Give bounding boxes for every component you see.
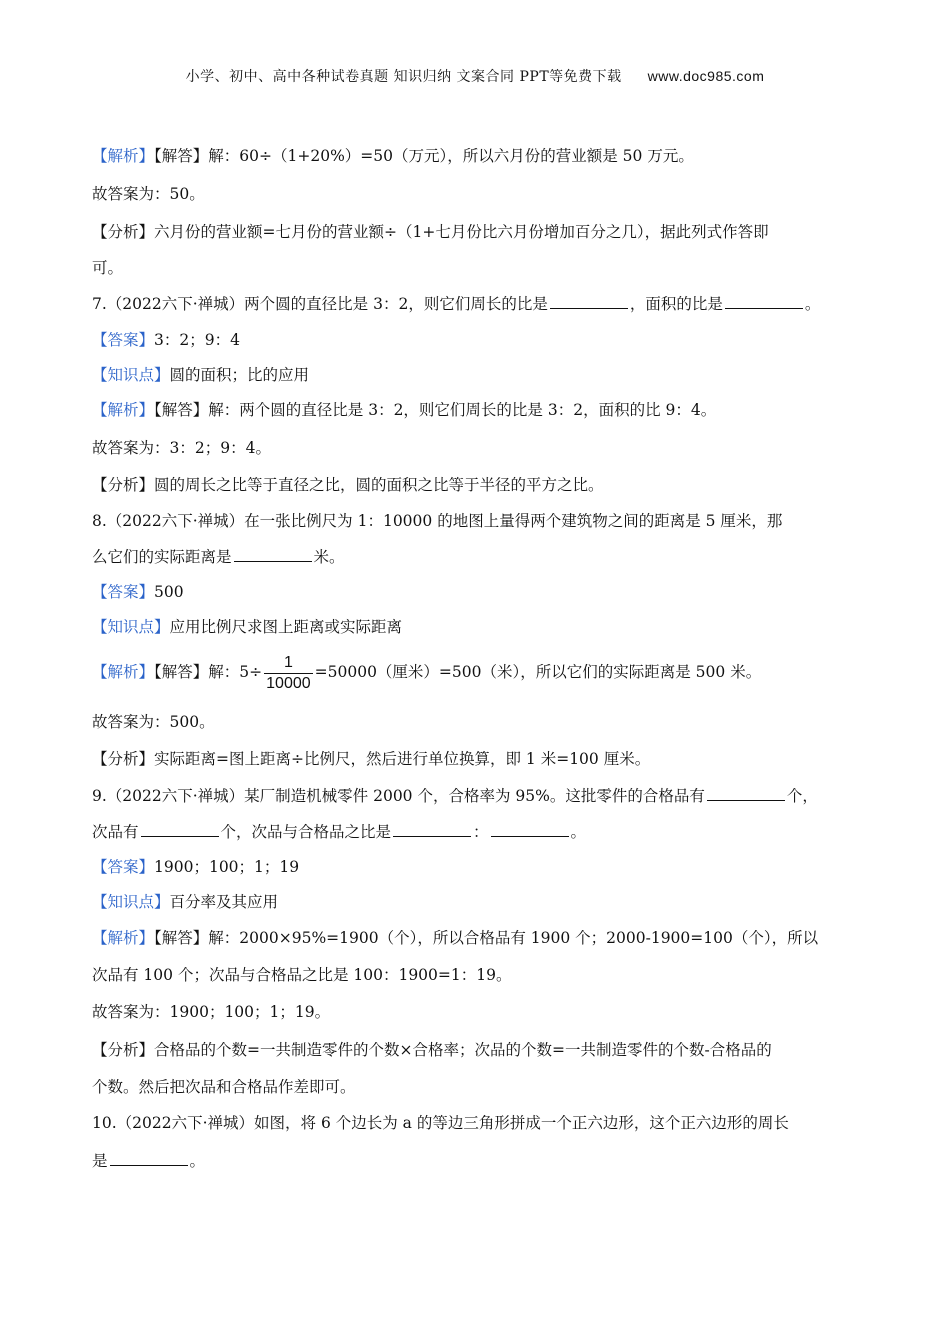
tag-daan: 【答案】 [92,583,155,601]
q8-stem-2 [92,546,872,568]
q6-fenxi-text: 六月份的营业额=七月份的营业额÷（1+七月份比六月份增加百分之几），据此列式作答即 [154,223,769,241]
q9-jiexi-line-2: 次品有 100 个；次品与合格品之比是 100：1900=1：19。 [92,966,512,984]
q8-stem-b: 么它们的实际距离是 [92,548,232,566]
tag-daan: 【答案】 [92,331,155,349]
q8-knowledge [92,616,872,638]
q9-blank-4[interactable] [491,822,569,837]
q7-blank-2[interactable] [725,294,803,309]
q8-stem [92,510,872,532]
q8-fraction [264,653,313,694]
q10-stem-c: 。 [189,1152,206,1170]
tag-jiexi: 【解析】 [92,147,155,165]
q7-source: （2022六下·禅城） [106,295,245,313]
q8-fraction-numerator: 1 [283,653,293,671]
tag-jieda: 【解答】 [154,663,209,681]
q9-blank-1[interactable] [707,786,785,801]
q9-stem-a: 某厂制造机械零件 2000 个，合格率为 95%。这批零件的合格品有 [244,787,705,805]
tag-zhishidian: 【知识点】 [92,366,170,384]
tag-jieda: 【解答】 [154,147,209,165]
q9-fenxi-line [92,1039,872,1061]
q9-knowledge [92,891,872,913]
tag-jieda: 【解答】 [154,929,209,947]
q9-stem-d: 个，次品与合格品之比是 [220,823,392,841]
q10-number: 10. [92,1114,117,1132]
q8-stem-c: 米。 [313,548,345,566]
q9-stem [92,785,872,807]
tag-fenxi: 【分析】 [92,750,155,768]
q7-knowledge-text: 圆的面积；比的应用 [169,366,310,384]
q6-answer-line: 故答案为：50。 [92,185,205,203]
q8-jiexi-line [92,650,872,694]
q8-source: （2022六下·禅城） [106,512,245,530]
q7-stem-b: ，面积的比是 [629,295,723,313]
q9-fenxi-text: 合格品的个数=一共制造零件的个数×合格率；次品的个数=一共制造零件的个数-合格品的 [154,1041,772,1059]
q9-stem-e: ： [473,823,489,841]
q7-jiexi-text: 解：两个圆的直径比是 3：2，则它们周长的比是 3：2，面积的比 9：4。 [208,401,717,419]
q9-blank-3[interactable] [393,822,471,837]
tag-zhishidian: 【知识点】 [92,618,170,636]
tag-jieda: 【解答】 [154,401,209,419]
q6-fenxi-line-2: 可。 [92,259,124,277]
q10-stem [92,1112,872,1134]
q7-blank-1[interactable] [550,294,628,309]
q7-knowledge [92,364,872,386]
q9-source: （2022六下·禅城） [106,787,245,805]
q9-answer-text: 1900；100；1；19 [154,858,300,876]
tag-jiexi: 【解析】 [92,929,155,947]
q6-jiexi-text: 解：60÷（1+20%）=50（万元），所以六月份的营业额是 50 万元。 [208,147,694,165]
q7-fenxi-text: 圆的周长之比等于直径之比，圆的面积之比等于半径的平方之比。 [154,476,604,494]
q10-blank-1[interactable] [110,1151,188,1166]
tag-fenxi: 【分析】 [92,1041,155,1059]
q8-knowledge-text: 应用比例尺求图上距离或实际距离 [169,618,403,636]
q9-jiexi-line [92,927,872,949]
tag-jiexi: 【解析】 [92,663,155,681]
q8-answer [92,581,872,603]
header-text: 小学、初中、高中各种试卷真题 知识归纳 文案合同 PPT等免费下载 [185,69,622,85]
q7-fenxi-line [92,474,872,496]
q6-jiexi-line [92,145,872,167]
q10-stem-b: 是 [92,1152,108,1170]
q8-fenxi-line [92,748,872,770]
q7-stem [92,293,872,315]
q9-jiexi-text: 解：2000×95%=1900（个），所以合格品有 1900 个；2000-1900=100（个），所以 [208,929,819,947]
q8-jiexi-b: =50000（厘米）=500（米），所以它们的实际距离是 500 米。 [314,663,762,681]
q7-answer [92,329,872,351]
q8-number: 8. [92,512,107,530]
q9-answer [92,856,872,878]
q9-stem-b: 个， [786,787,818,805]
q10-source: （2022六下·禅城） [116,1114,255,1132]
header-site-link[interactable]: www.doc985.com [647,68,765,84]
tag-daan: 【答案】 [92,858,155,876]
q7-stem-c: 。 [804,295,821,313]
tag-jiexi: 【解析】 [92,401,155,419]
q7-stem-a: 两个圆的直径比是 3：2，则它们周长的比是 [244,295,548,313]
tag-fenxi: 【分析】 [92,476,155,494]
q9-stem-f: 。 [570,823,587,841]
q8-answer-text: 500 [154,583,184,601]
q8-jiexi-a: 解：5÷ [208,663,263,681]
q9-answer-line: 故答案为：1900；100；1；19。 [92,1003,331,1021]
q9-stem-2 [92,821,872,843]
q7-jiexi-line [92,399,872,421]
q8-stem-a: 在一张比例尺为 1：10000 的地图上量得两个建筑物之间的距离是 5 厘米，那 [244,512,783,530]
q7-answer-text: 3：2；9：4 [154,331,240,349]
q10-stem-a: 如图，将 6 个边长为 a 的等边三角形拼成一个正六边形，这个正六边形的周长 [254,1114,789,1132]
q8-answer-line: 故答案为：500。 [92,713,215,731]
q10-stem-2 [92,1150,872,1172]
q9-fenxi-line-2: 个数。然后把次品和合格品作差即可。 [92,1078,356,1096]
q7-number: 7. [92,295,107,313]
q9-blank-2[interactable] [141,822,219,837]
q9-stem-c: 次品有 [92,823,139,841]
tag-zhishidian: 【知识点】 [92,893,170,911]
tag-fenxi: 【分析】 [92,223,155,241]
page-header [0,66,950,86]
q8-fraction-denominator: 10000 [266,674,311,692]
q7-answer-line: 故答案为：3：2；9：4。 [92,439,271,457]
q9-knowledge-text: 百分率及其应用 [169,893,279,911]
q8-fenxi-text: 实际距离=图上距离÷比例尺，然后进行单位换算，即 1 米=100 厘米。 [154,750,651,768]
q6-fenxi-line [92,221,872,243]
q9-number: 9. [92,787,107,805]
q8-blank-1[interactable] [234,547,312,562]
